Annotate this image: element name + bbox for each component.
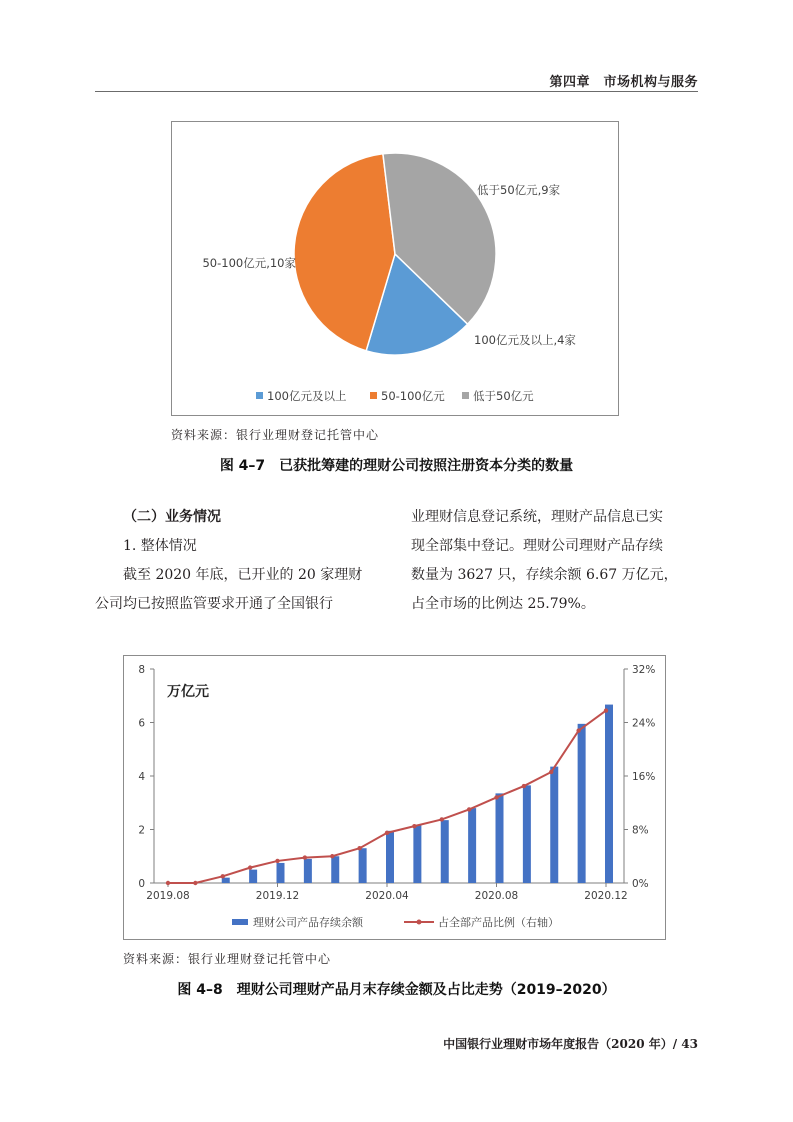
right-tick-label-1: 8% bbox=[632, 824, 649, 837]
pie-data-label-1: 100亿元及以上,4家 bbox=[474, 333, 576, 347]
pie-legend-swatch-3 bbox=[462, 392, 469, 399]
subsection-heading: 1. 整体情况 bbox=[123, 538, 197, 554]
bar-line-chart-frame bbox=[123, 655, 666, 940]
page-footer: 中国银行业理财市场年度报告（2020 年）/ 43 bbox=[443, 1037, 698, 1051]
line-point-2020.10 bbox=[549, 770, 553, 774]
legend-label-line: 占全部产品比例（右轴） bbox=[438, 916, 559, 929]
bar-2020.01 bbox=[304, 859, 312, 883]
pie-legend-label-1: 100亿元及以上 bbox=[267, 389, 347, 403]
left-tick-label-1: 2 bbox=[138, 824, 145, 837]
bar-2020.03 bbox=[359, 848, 367, 883]
figure-4-8-source: 资料来源：银行业理财登记托管中心 bbox=[123, 952, 332, 966]
right-column-line-2: 现全部集中登记。理财公司理财产品存续 bbox=[411, 538, 663, 554]
pie-legend-swatch-1 bbox=[256, 392, 263, 399]
line-point-2020.12 bbox=[604, 708, 608, 712]
line-point-2019.10 bbox=[221, 874, 225, 878]
right-column-line-1: 业理财信息登记系统，理财产品信息已实 bbox=[411, 509, 663, 525]
right-tick-label-3: 24% bbox=[632, 717, 656, 730]
bar-2020.02 bbox=[331, 856, 339, 883]
legend-swatch-bar bbox=[232, 919, 248, 925]
line-point-2020.11 bbox=[576, 728, 580, 732]
line-point-2020.09 bbox=[522, 784, 526, 788]
line-point-2020.07 bbox=[467, 807, 471, 811]
bar-2020.11 bbox=[578, 724, 586, 883]
pie-data-label-3: 低于50亿元,9家 bbox=[477, 183, 561, 197]
line-point-2020.02 bbox=[330, 854, 334, 858]
figure-4-7-caption: 图 4–7 已获批筹建的理财公司按照注册资本分类的数量 bbox=[219, 458, 574, 474]
bar-2019.12 bbox=[277, 863, 285, 883]
line-point-2019.09 bbox=[193, 881, 197, 885]
line-point-2020.04 bbox=[385, 831, 389, 835]
bar-line-chart bbox=[124, 656, 665, 939]
left-column-line-1: 截至 2020 年底，已开业的 20 家理财 bbox=[123, 567, 363, 583]
line-point-2020.01 bbox=[303, 855, 307, 859]
bar-2020.04 bbox=[386, 831, 394, 883]
y-unit-label: 万亿元 bbox=[167, 684, 209, 700]
line-point-2020.06 bbox=[440, 817, 444, 821]
left-tick-label-3: 6 bbox=[138, 717, 145, 730]
line-point-2019.08 bbox=[166, 881, 170, 885]
combo-legend bbox=[232, 915, 559, 929]
figure-4-8-caption: 图 4–8 理财公司理财产品月末存续金额及占比走势（2019–2020） bbox=[177, 982, 616, 998]
running-head: 第四章 市场机构与服务 bbox=[549, 75, 698, 90]
left-tick-label-4: 8 bbox=[138, 664, 145, 676]
x-tick-label-4: 2020.12 bbox=[584, 890, 628, 902]
right-tick-label-2: 16% bbox=[632, 771, 656, 783]
pie-legend-label-3: 低于50亿元 bbox=[473, 389, 534, 403]
section-heading: （二）业务情况 bbox=[123, 509, 221, 525]
left-column-line-2: 公司均已按照监管要求开通了全国银行 bbox=[95, 596, 333, 612]
left-tick-label-2: 4 bbox=[138, 771, 145, 783]
line-point-2020.03 bbox=[357, 846, 361, 850]
left-tick-label-0: 0 bbox=[138, 878, 145, 890]
legend-label-bar: 理财公司产品存续余额 bbox=[253, 916, 363, 929]
pie-chart-frame bbox=[171, 121, 619, 416]
bar-series bbox=[222, 705, 613, 883]
right-tick-label-0: 0% bbox=[632, 878, 649, 890]
legend-swatch-marker bbox=[417, 920, 422, 925]
bar-2020.07 bbox=[468, 808, 476, 883]
header-rule bbox=[95, 91, 698, 92]
x-tick-label-0: 2019.08 bbox=[146, 890, 190, 902]
pie-slices bbox=[294, 153, 496, 355]
pie-chart bbox=[172, 122, 618, 415]
line-point-2019.12 bbox=[275, 859, 279, 863]
line-point-2019.11 bbox=[248, 865, 252, 869]
bar-2020.09 bbox=[523, 785, 531, 883]
pie-legend-swatch-2 bbox=[370, 392, 377, 399]
bar-2020.10 bbox=[550, 767, 558, 883]
bar-2020.05 bbox=[413, 825, 421, 883]
line-point-2020.05 bbox=[412, 824, 416, 828]
x-tick-label-1: 2019.12 bbox=[255, 890, 300, 902]
right-tick-label-4: 32% bbox=[632, 664, 656, 676]
right-column-line-3: 数量为 3627 只，存续余额 6.67 万亿元， bbox=[411, 567, 678, 583]
bar-2020.08 bbox=[496, 793, 504, 883]
line-point-2020.08 bbox=[494, 795, 498, 799]
bar-2020.12 bbox=[605, 705, 613, 883]
x-tick-label-2: 2020.04 bbox=[365, 890, 409, 902]
bar-2019.11 bbox=[249, 870, 257, 883]
x-tick-label-3: 2020.08 bbox=[474, 890, 519, 902]
right-column-line-4: 占全市场的比例达 25.79%。 bbox=[411, 596, 595, 612]
bar-2020.06 bbox=[441, 820, 449, 883]
figure-4-7-source: 资料来源：银行业理财登记托管中心 bbox=[171, 428, 380, 442]
pie-data-label-2: 50-100亿元,10家 bbox=[202, 256, 296, 270]
pie-legend bbox=[256, 389, 534, 403]
pie-legend-label-2: 50-100亿元 bbox=[381, 389, 445, 403]
